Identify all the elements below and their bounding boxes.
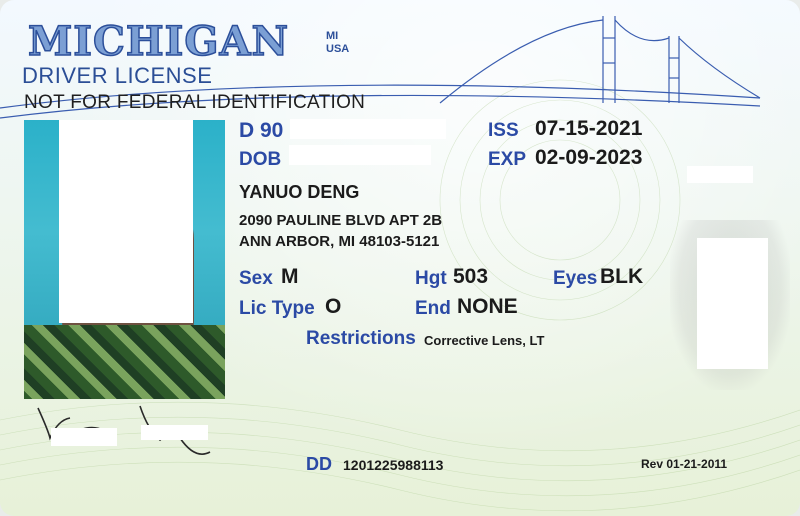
signature-redaction-1 xyxy=(51,428,117,446)
restrictions-label: Restrictions xyxy=(306,328,416,349)
iss-label: ISS xyxy=(488,120,519,141)
state-name: MICHIGAN xyxy=(28,18,290,65)
license-number-redaction xyxy=(290,119,446,139)
exp-value: 02-09-2023 xyxy=(535,146,643,169)
signature-redaction-2 xyxy=(141,425,208,440)
hgt-value: 503 xyxy=(453,265,489,288)
dob-redaction xyxy=(289,145,431,165)
end-label: End xyxy=(415,298,451,319)
photo-redaction xyxy=(59,120,193,323)
ghost-image-redaction xyxy=(697,238,768,369)
dd-label: DD xyxy=(306,454,332,474)
lic-type-label: Lic Type xyxy=(239,298,315,319)
end-value: NONE xyxy=(457,295,518,318)
state-abbreviation xyxy=(326,30,349,56)
sex-label: Sex xyxy=(239,268,273,289)
lic-type-value: O xyxy=(325,295,342,318)
address-line-2: ANN ARBOR, MI 48103-5121 xyxy=(239,233,440,250)
exp-label: EXP xyxy=(488,149,527,170)
photo-shirt xyxy=(24,325,225,399)
eyes-value: BLK xyxy=(600,265,644,288)
dob-label: DOB xyxy=(239,149,282,170)
license-number: D 90 xyxy=(239,119,284,142)
restrictions-value: Corrective Lens, LT xyxy=(424,333,545,348)
card-title: DRIVER LICENSE xyxy=(22,63,213,88)
federal-notice: NOT FOR FEDERAL IDENTIFICATION xyxy=(24,92,366,113)
eyes-label: Eyes xyxy=(553,268,598,289)
exp-side-redaction xyxy=(687,166,753,183)
country: USA xyxy=(326,43,350,55)
dd-value: 1201225988113 xyxy=(343,457,444,473)
state-abbr: MI xyxy=(326,30,339,42)
address-line-1: 2090 PAULINE BLVD APT 2B xyxy=(239,212,443,229)
holder-name: YANUO DENG xyxy=(239,182,360,202)
sex-value: M xyxy=(281,265,299,288)
revision-date: Rev 01-21-2011 xyxy=(641,457,728,471)
iss-value: 07-15-2021 xyxy=(535,117,643,140)
hgt-label: Hgt xyxy=(415,268,447,289)
